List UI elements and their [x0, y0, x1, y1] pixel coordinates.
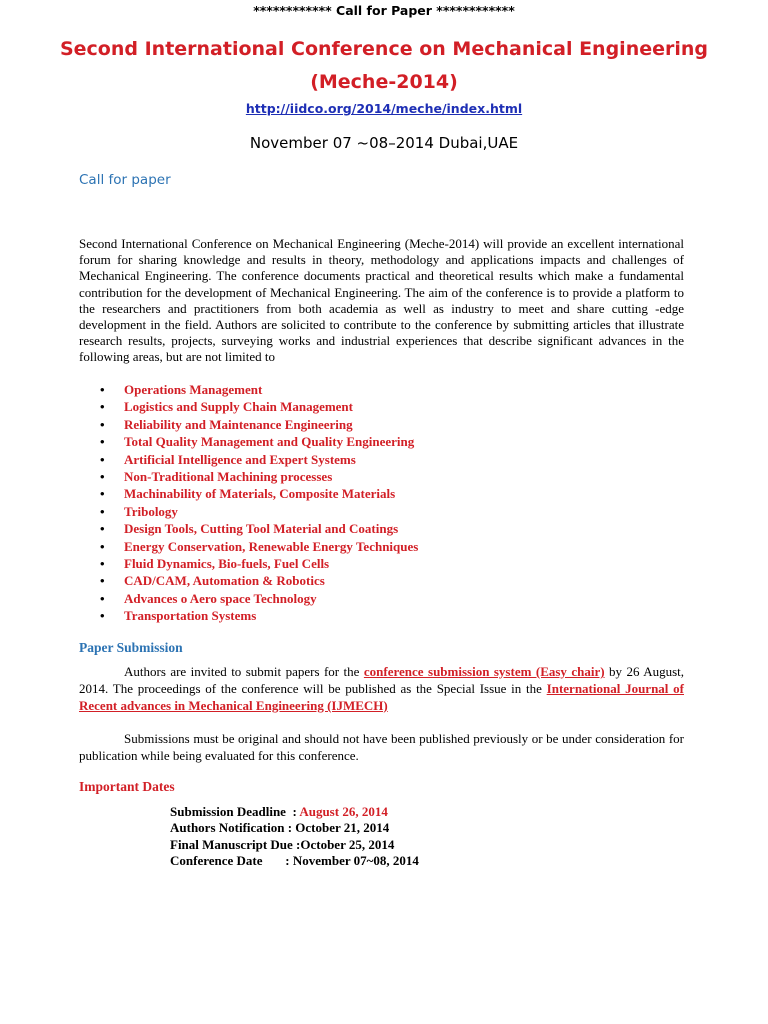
journal-link[interactable]: International Journal of Recent advances in Mechanical Engineering (IJMECH) [79, 681, 684, 713]
date-conference: Conference Date : November 07~08, 2014 [170, 853, 419, 869]
bullet-icon: • [100, 399, 105, 415]
bullet-icon: • [100, 573, 105, 589]
topic-label: Tribology [124, 503, 178, 519]
topic-item [100, 468, 418, 485]
conference-title-line2: (Meche-2014) [310, 71, 458, 93]
topic-label: Fluid Dynamics, Bio-fuels, Fuel Cells [124, 555, 330, 571]
bullet-icon: • [100, 468, 105, 484]
topic-item [100, 433, 418, 450]
topic-item [100, 607, 418, 624]
bullet-icon: • [100, 434, 105, 450]
bullet-icon: • [100, 555, 105, 571]
important-dates-heading: Important Dates [79, 779, 175, 794]
conference-title-line1: Second International Conference on Mechanical Engineering [59, 38, 709, 60]
topic-item [100, 398, 418, 415]
submission-text-1: Authors are invited to submit papers for the [124, 664, 364, 679]
topic-label: Advances o Aero space Technology [124, 590, 317, 606]
topic-label: Reliability and Maintenance Engineering [124, 416, 353, 432]
topic-label: Machinability of Materials, Composite Materials [124, 486, 396, 502]
topic-item [100, 503, 418, 520]
bullet-icon: • [100, 486, 105, 502]
date-submission-deadline [170, 804, 419, 820]
bullet-icon: • [100, 503, 105, 519]
bullet-icon: • [100, 416, 105, 432]
bullet-icon: • [100, 538, 105, 554]
topic-item [100, 416, 418, 433]
important-dates-list [170, 804, 419, 870]
bullet-icon: • [100, 590, 105, 606]
topic-label: Non-Traditional Machining processes [124, 468, 333, 484]
topic-item [100, 555, 418, 572]
originality-paragraph: Submissions must be original and should not have been published previously or be under consideration for publication while being evaluated for this conference. [79, 731, 684, 763]
call-for-paper-heading: Call for paper [79, 172, 171, 188]
conference-date-place: November 07 ~08–2014 Dubai,UAE [249, 134, 519, 152]
conference-url-link[interactable]: http://iidco.org/2014/meche/index.html [245, 101, 523, 116]
topic-label: Operations Management [124, 382, 263, 397]
submission-paragraph [79, 663, 684, 714]
topic-label: Energy Conservation, Renewable Energy Techniques [124, 538, 419, 554]
bullet-icon: • [100, 451, 105, 467]
topics-list [100, 381, 418, 624]
topic-item [100, 520, 418, 537]
topic-item [100, 485, 418, 502]
topic-label: CAD/CAM, Automation & Robotics [124, 573, 325, 589]
call-for-paper-banner: ************ Call for Paper ************ [253, 3, 515, 18]
topic-item [100, 451, 418, 468]
bullet-icon: • [100, 521, 105, 537]
conference-title [0, 33, 768, 99]
date-final-manuscript: Final Manuscript Due :October 25, 2014 [170, 836, 395, 852]
submission-system-link[interactable]: conference submission system (Easy chair) [363, 664, 605, 679]
topic-label: Total Quality Management and Quality Engineering [124, 434, 415, 450]
submission-text-2: by 26 August, 2014. The proceedings of the conference will be published as the Special Issue in the [79, 664, 684, 696]
topic-item [100, 538, 418, 555]
submission-deadline-value: August 26, 2014 [299, 804, 388, 819]
submission-deadline-label: Submission Deadline : [170, 804, 300, 819]
topic-item [100, 590, 418, 607]
bullet-icon: • [100, 608, 105, 624]
topic-item [100, 381, 418, 398]
bullet-icon: • [100, 382, 105, 397]
date-authors-notification: Authors Notification : October 21, 2014 [170, 820, 390, 836]
intro-paragraph: Second International Conference on Mechanical Engineering (Meche-2014) will provide an excellent international forum for sharing knowledge and results in theory, methodology and applications impacts and challenges of Mechanical Engineering. The conference documents practical and theoretical results which make a fundamental contribution for the development of Mechanical Engineering. The aim of the conference is to provide a platform to the researchers and practitioners from both academia as well as industry to meet and share cutting -edge development in the field. Authors are solicited to contribute to the conference by submitting articles that illustrate research results, projects, surveying works and industrial experiences that describe significant advances in the following areas, but are not limited to [79, 236, 684, 365]
topic-label: Transportation Systems [124, 608, 257, 624]
paper-submission-heading: Paper Submission [79, 640, 183, 655]
topic-label: Artificial Intelligence and Expert Systems [124, 451, 356, 467]
topic-item [100, 572, 418, 589]
topic-label: Logistics and Supply Chain Management [124, 399, 353, 415]
topic-label: Design Tools, Cutting Tool Material and Coatings [124, 521, 399, 537]
